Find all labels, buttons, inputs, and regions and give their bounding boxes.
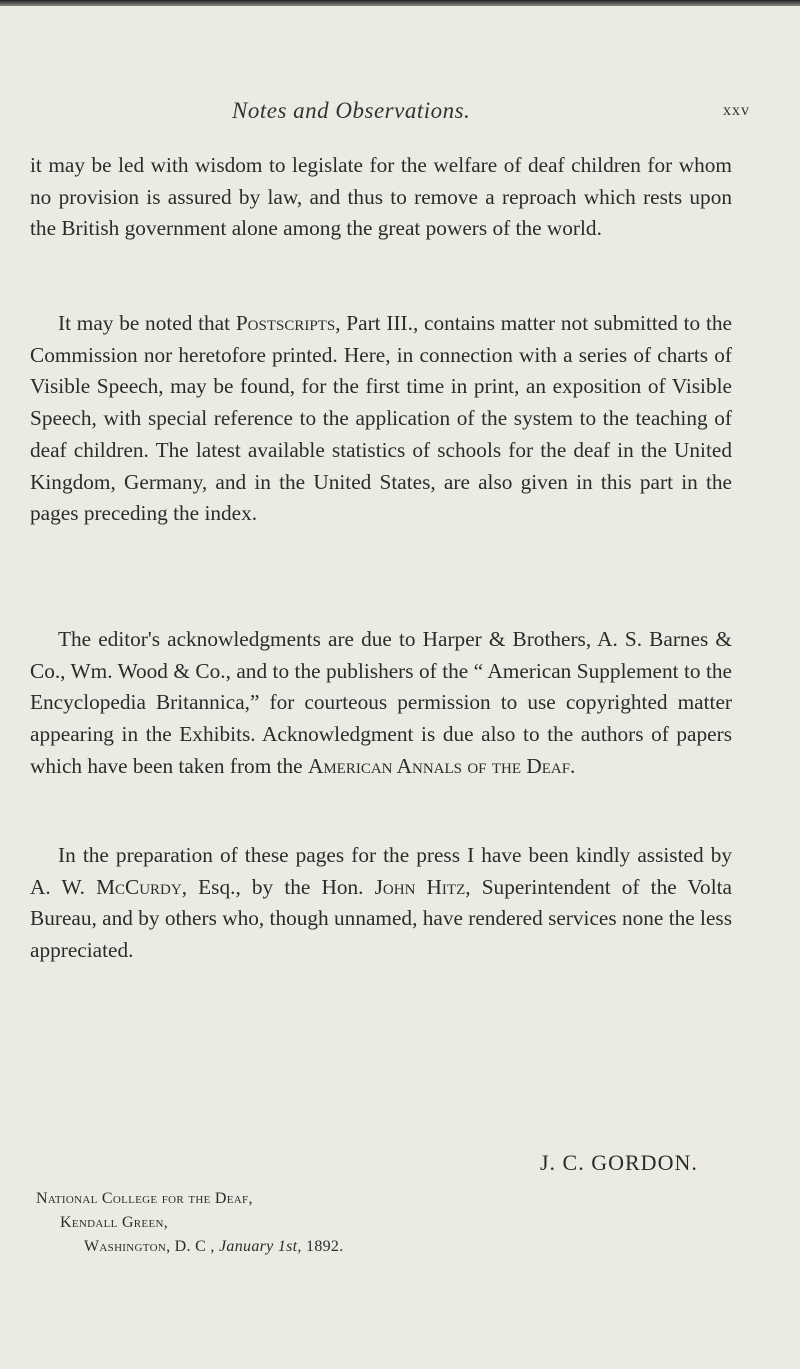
paragraph-1: it may be led with wisdom to legislate for the welfare of deaf children for whom no provision is assured by law, and thus to remove a reproach which rests upon the British government alone among the great powers of the world. — [30, 153, 732, 241]
address-line-2: Kendall Green, — [60, 1214, 169, 1231]
paragraph-2 — [30, 308, 732, 530]
address-line-1: National College for the Deaf, — [36, 1190, 253, 1207]
running-title: Notes and Observations. — [232, 98, 471, 123]
paragraph-2-text-a: It may be noted that — [58, 311, 236, 335]
hitz-name: John Hitz — [374, 874, 466, 899]
address-line-3 — [36, 1235, 344, 1259]
paragraph-3-text-b: . — [570, 753, 576, 778]
paragraph-4-text-c: , Superintendent of the Volta Bureau, and by others who, though unnamed, have rendered services none the less appreciated. — [30, 874, 732, 963]
page-number: xxv — [723, 102, 750, 119]
address-block — [36, 1187, 344, 1259]
paragraph-4-text-a: In the preparation of these pages for the press I have been kindly assisted by A. W. — [30, 843, 732, 899]
annals-title: American Annals of the Deaf — [307, 753, 571, 778]
paragraph-4-text-b: , Esq., by the Hon. — [181, 874, 375, 899]
postscripts-title: Postscripts — [235, 311, 336, 335]
address-year: 1892. — [306, 1238, 344, 1255]
page-top-edge — [0, 0, 800, 6]
address-date: January 1st, — [219, 1238, 302, 1255]
signature: J. C. GORDON. — [540, 1150, 698, 1175]
paragraph-3 — [30, 624, 732, 783]
address-place: Washington, D. C , — [84, 1238, 215, 1255]
paragraph-4 — [30, 840, 732, 967]
paragraph-3-text-a: The editor's acknowledgments are due to Harper & Brothers, A. S. Barnes & Co., Wm. Wood & Co., and to the publishers of the “ American Supplement to the Encyclopedia Britannica,” for courteous permission to use copyrighted matter appearing in the Exhibits. Acknowledgment is due also to the authors of papers which have been taken from the — [30, 627, 732, 778]
paragraph-2-text-b: , Part III., contains matter not submitted to the Commission nor heretofore printed. Here, in connection with a series of charts of Visible Speech, may be found, for the first time in print, an exposition of Visible Speech, with special reference to the application of the system to the teaching of deaf children. The latest available statistics of schools for the deaf in the United Kingdom, Germany, and in the United States, are also given in this part in the pages preceding the index. — [30, 311, 732, 526]
page-header — [0, 98, 800, 128]
mccurdy-name: McCurdy — [96, 874, 182, 899]
